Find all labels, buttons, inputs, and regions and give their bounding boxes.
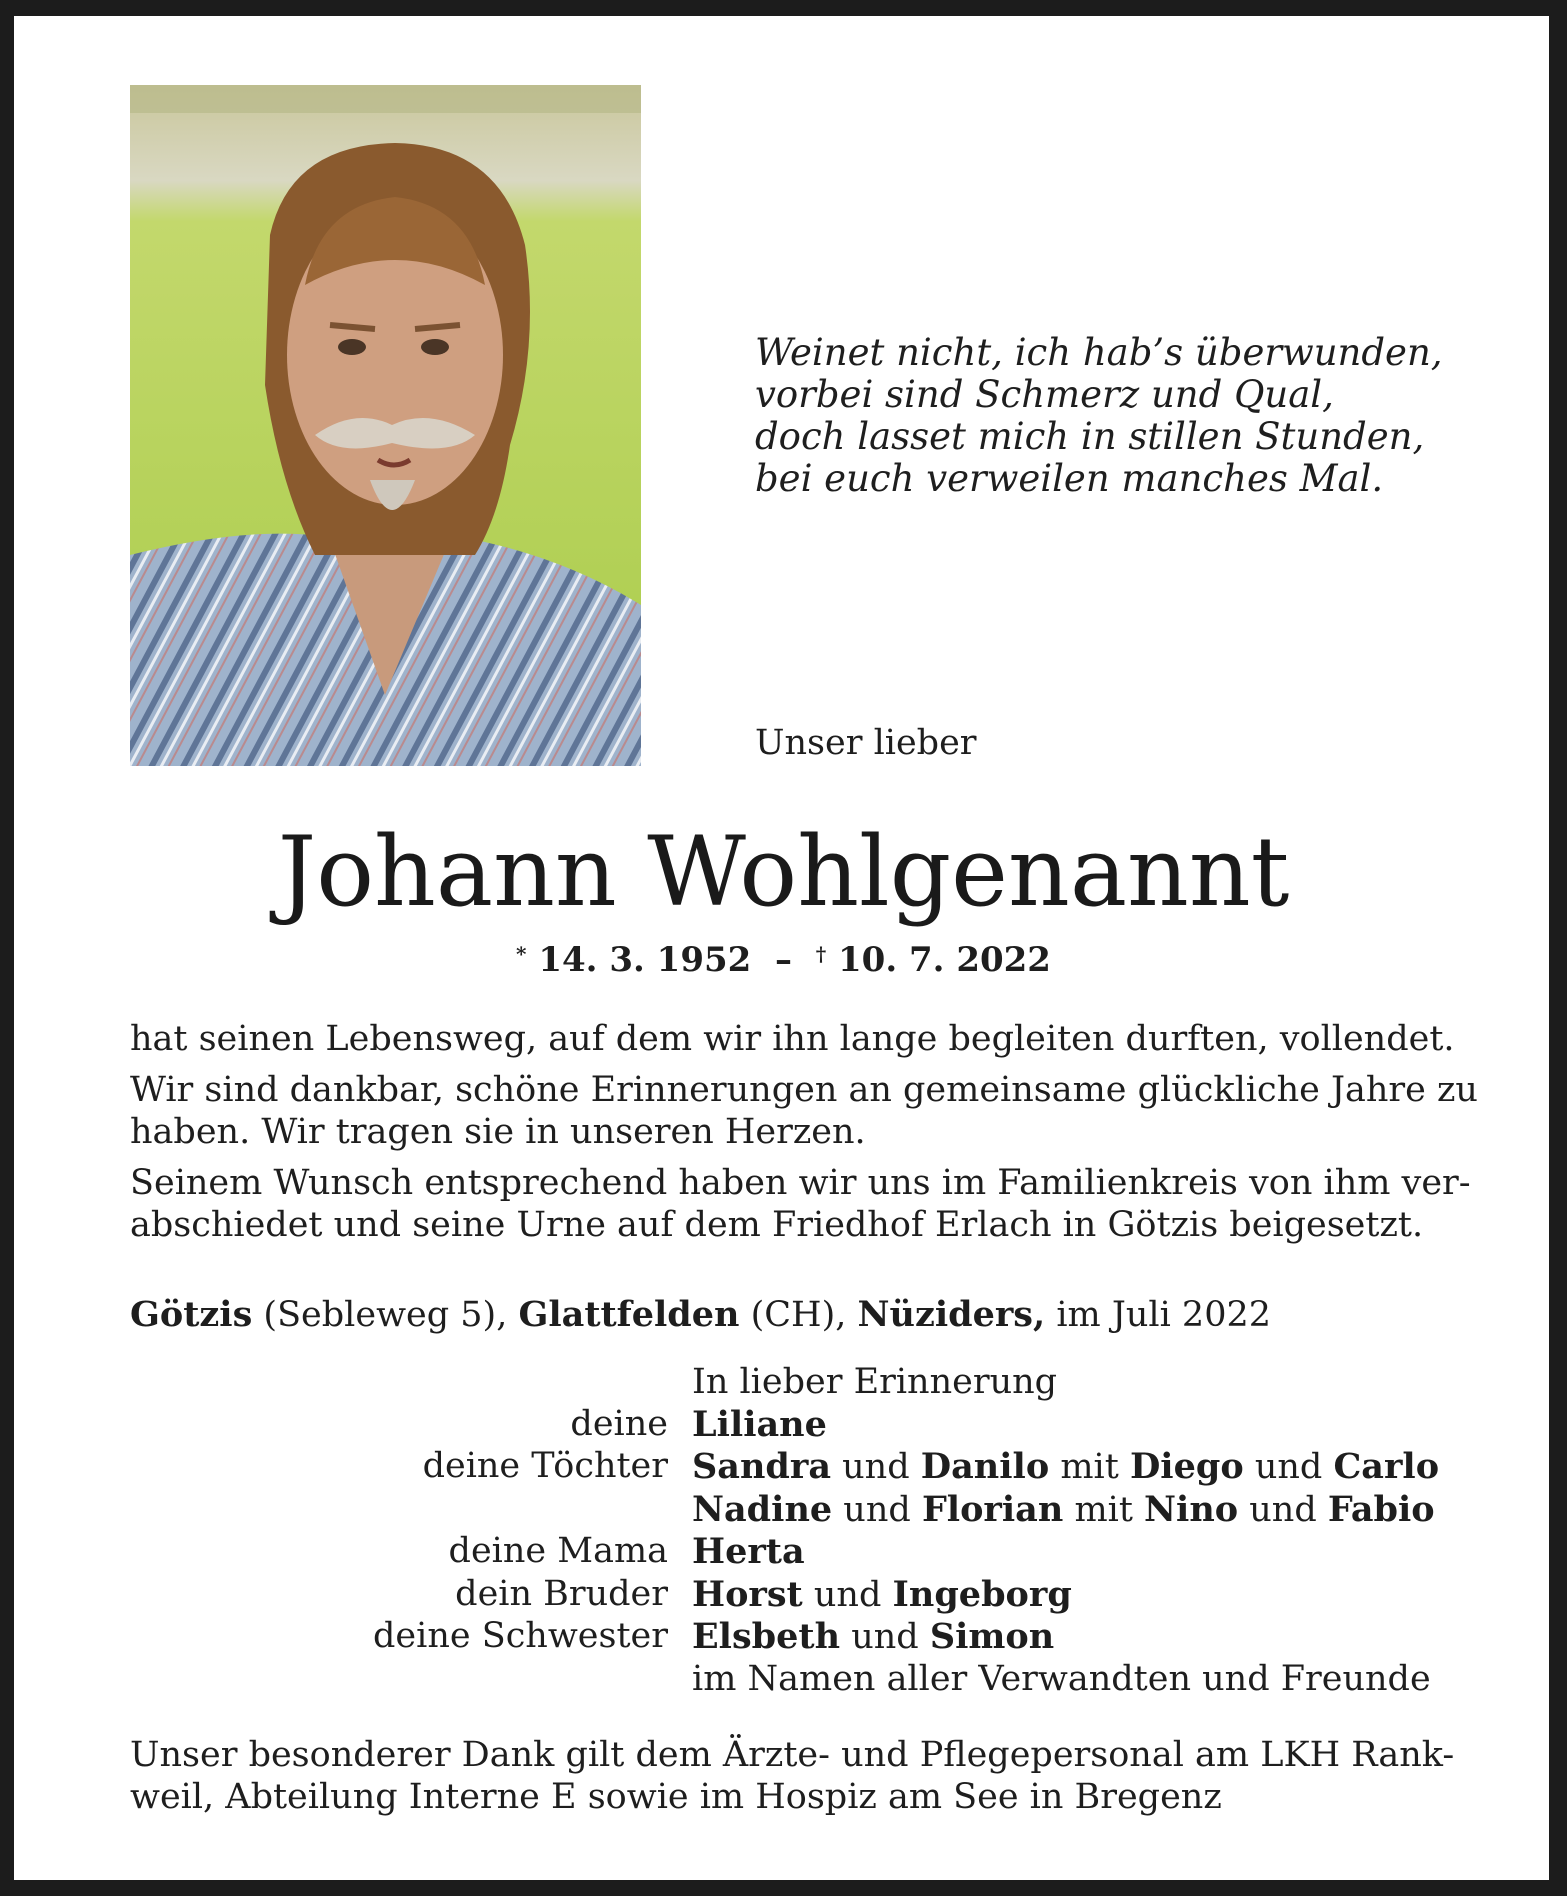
- conjunction: und: [813, 1574, 882, 1615]
- family-name: Nadine: [692, 1488, 833, 1530]
- death-symbol: †: [815, 942, 827, 966]
- family-name: Liliane: [692, 1403, 827, 1445]
- family-label: dein Bruder: [455, 1573, 668, 1614]
- body-line: haben. Wir tragen sie in unseren Herzen.: [130, 1112, 866, 1152]
- family-name: Fabio: [1327, 1488, 1435, 1530]
- poem-line: bei euch verweilen manches Mal.: [755, 457, 1384, 500]
- family-name: Diego: [1129, 1446, 1244, 1487]
- family-row: [300, 1616, 1500, 1659]
- intro-text: Unser lieber: [755, 723, 977, 763]
- conjunction: und: [1249, 1489, 1317, 1530]
- town: Nüziders,: [857, 1294, 1046, 1335]
- family-row: [300, 1446, 1500, 1489]
- conjunction: und: [843, 1489, 911, 1530]
- announcement-body: [130, 1018, 1478, 1255]
- town: Götzis: [130, 1294, 253, 1335]
- family-name: Herta: [692, 1531, 805, 1572]
- family-name: Danilo: [920, 1446, 1050, 1487]
- life-dates: [0, 940, 1567, 980]
- family-name: Ingeborg: [892, 1573, 1072, 1615]
- thanks-note: [130, 1734, 1454, 1818]
- family-name: Nino: [1144, 1488, 1239, 1530]
- family-header: In lieber Erinnerung: [692, 1362, 1058, 1402]
- family-name: Simon: [929, 1616, 1055, 1657]
- family-list: [300, 1362, 1500, 1700]
- family-label: deine: [570, 1403, 668, 1444]
- thanks-line: weil, Abteilung Interne E sowie im Hospiz am See in Bregenz: [130, 1777, 1222, 1817]
- family-name: Carlo: [1333, 1446, 1440, 1487]
- town-detail: (Sebleweg 5),: [263, 1295, 508, 1335]
- date-separator: –: [775, 940, 792, 980]
- place-and-date: [130, 1294, 1271, 1335]
- poem-line: doch lasset mich in stillen Stunden,: [755, 415, 1425, 458]
- conjunction: mit: [1060, 1447, 1119, 1487]
- family-row: [300, 1574, 1500, 1617]
- death-date: 10. 7. 2022: [838, 940, 1051, 980]
- poem-line: Weinet nicht, ich hab’s überwunden,: [755, 331, 1443, 374]
- family-row: [300, 1404, 1500, 1447]
- announcement-date: im Juli 2022: [1056, 1295, 1272, 1335]
- family-row: [300, 1531, 1500, 1574]
- body-line: hat seinen Lebensweg, auf dem wir ihn lange begleiten durften, vollendet.: [130, 1019, 1455, 1059]
- conjunction: und: [1254, 1447, 1323, 1487]
- birth-symbol: *: [516, 942, 527, 966]
- family-name: Elsbeth: [692, 1616, 841, 1657]
- family-name: Florian: [921, 1488, 1064, 1530]
- deceased-name: Johann Wohlgenannt: [277, 816, 1290, 928]
- family-label: deine Mama: [448, 1531, 668, 1571]
- birth-date: 14. 3. 1952: [538, 940, 752, 980]
- body-line: abschiedet und seine Urne auf dem Friedhof Erlach in Götzis beigesetzt.: [130, 1205, 1424, 1245]
- family-footer: im Namen aller Verwandten und Freunde: [692, 1658, 1431, 1699]
- portrait-photo: [130, 85, 641, 766]
- family-label: deine Töchter: [422, 1446, 668, 1486]
- family-label: deine Schwester: [373, 1616, 668, 1656]
- family-row: [300, 1489, 1500, 1532]
- thanks-line: Unser besonderer Dank gilt dem Ärzte- und Pflegepersonal am LKH Rank-: [130, 1735, 1455, 1775]
- conjunction: mit: [1074, 1489, 1133, 1530]
- family-name: Horst: [692, 1573, 803, 1615]
- body-line: Wir sind dankbar, schöne Erinnerungen an gemeinsame glückliche Jahre zu: [130, 1070, 1478, 1110]
- conjunction: und: [842, 1447, 910, 1487]
- body-line: Seinem Wunsch entsprechend haben wir uns im Familienkreis von ihm ver-: [130, 1163, 1471, 1203]
- poem: [755, 332, 1455, 500]
- town-detail: (CH),: [750, 1295, 847, 1335]
- town: Glattfelden: [518, 1294, 740, 1335]
- family-name: Sandra: [692, 1446, 831, 1487]
- poem-line: vorbei sind Schmerz und Qual,: [755, 373, 1334, 416]
- conjunction: und: [851, 1617, 919, 1657]
